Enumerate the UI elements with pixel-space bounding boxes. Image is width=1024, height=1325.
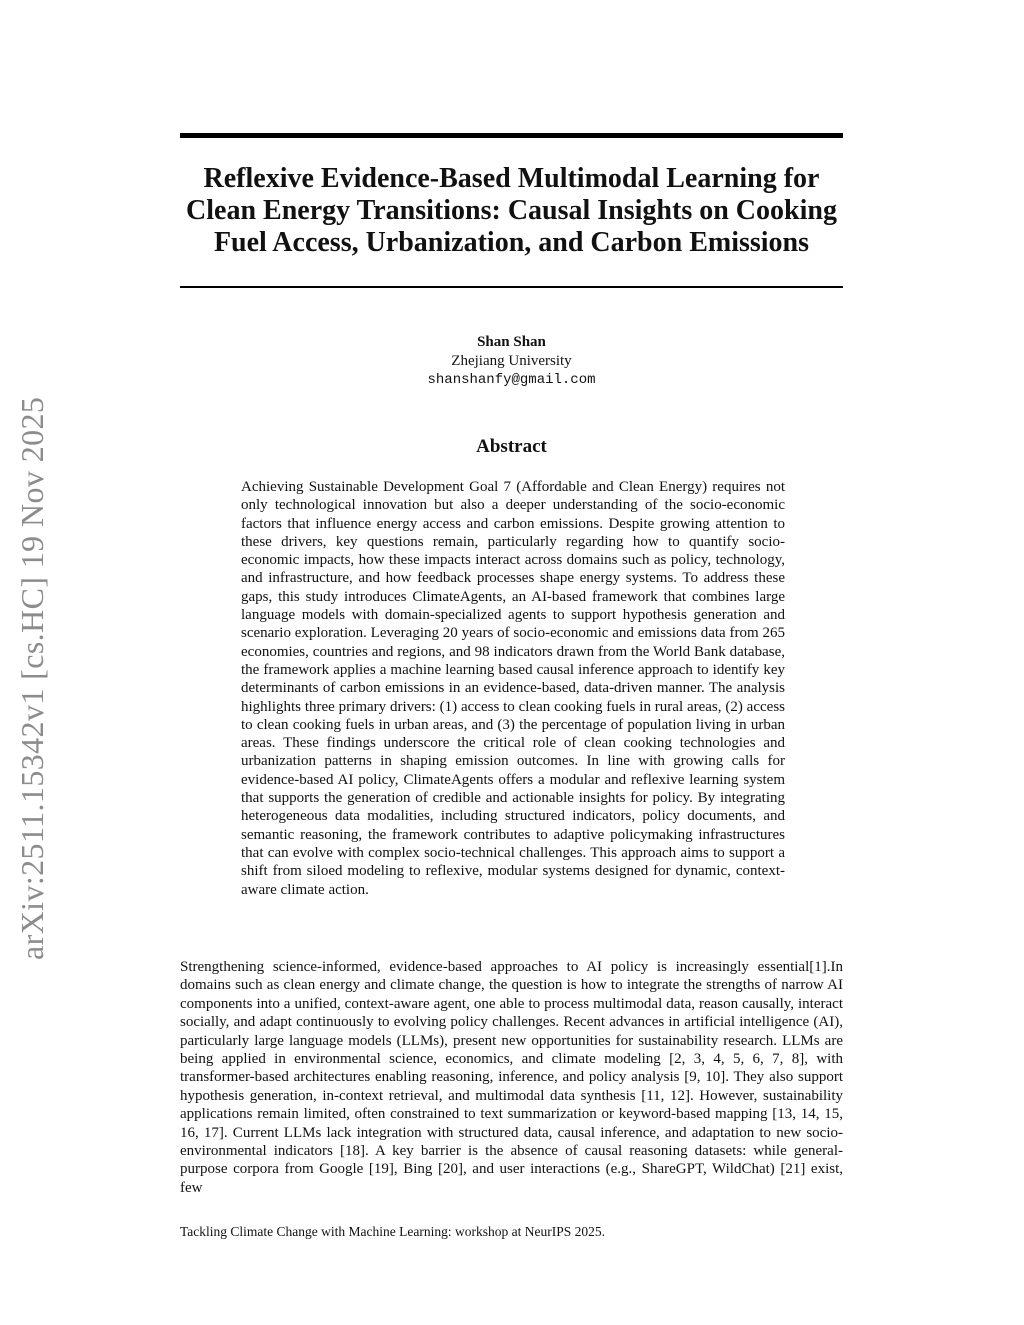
venue-footnote: Tackling Climate Change with Machine Learning: workshop at NeurIPS 2025. <box>180 1224 605 1239</box>
author-affiliation: Zhejiang University <box>451 353 572 369</box>
abstract-heading: Abstract <box>476 436 547 457</box>
author-name: Shan Shan <box>477 334 546 350</box>
title-line: Clean Energy Transitions: Causal Insights on Cooking <box>186 195 837 226</box>
introduction-paragraph: Strengthening science-informed, evidence-based approaches to AI policy is increasingly essential[1].In domains such as clean energy and climate change, the question is how to integrate the strengths of narrow AI components into a unified, context-aware agent, one able to process multimodal data, reason causally, interact socially, and adapt continuously to evolving policy challenges. Recent advances in artificial intelligence (AI), particularly large language models (LLMs), present new opportunities for sustainability research. LLMs are being applied in environmental science, economics, and climate modeling [2, 3, 4, 5, 6, 7, 8], with transformer-based architectures enabling reasoning, inference, and policy analysis [9, 10]. They also support hypothesis generation, in-context retrieval, and multimodal data synthesis [11, 12]. However, sustainability applications remain limited, often constrained to text summarization or keyword-based mapping [13, 14, 15, 16, 17]. Current LLMs lack integration with structured data, causal inference, and adaptation to new socio-environmental indicators [18]. A key barrier is the absence of causal reasoning datasets: while general-purpose corpora from Google [19], Bing [20], and user interactions (e.g., ShareGPT, WildChat) [21] exist, few <box>180 959 843 1196</box>
title-line: Reflexive Evidence-Based Multimodal Learning for <box>203 163 820 194</box>
author-email: shanshanfy@gmail.com <box>427 372 596 388</box>
abstract-text: Achieving Sustainable Development Goal 7 (Affordable and Clean Energy) requires not only technological innovation but also a deeper understanding of the socio-economic factors that influence energy access and carbon emissions. Despite growing attention to these drivers, key questions remain, particularly regarding how to quantify socio-economic impacts, how these impacts interact across domains such as policy, technology, and infrastructure, and how feedback processes shape energy systems. To address these gaps, this study introduces ClimateAgents, an AI-based framework that combines large language models with domain-specialized agents to support hypothesis generation and scenario exploration. Leveraging 20 years of socio-economic and emissions data from 265 economies, countries and regions, and 98 indicators drawn from the World Bank database, the framework applies a machine learning based causal inference approach to identify key determinants of carbon emissions in an evidence-based, data-driven manner. The analysis highlights three primary drivers: (1) access to clean cooking fuels in rural areas, (2) access to clean cooking fuels in urban areas, and (3) the percentage of population living in urban areas. These findings underscore the critical role of clean cooking technologies and urbanization patterns in shaping emission outcomes. In line with growing calls for evidence-based AI policy, ClimateAgents offers a modular and reflexive learning system that supports the generation of credible and actionable insights for policy. By integrating heterogeneous data modalities, including structured indicators, policy documents, and semantic reasoning, the framework contributes to adaptive policymaking infrastructures that can evolve with complex socio-technical challenges. This approach aims to support a shift from siloed modeling to reflexive, modular systems designed for dynamic, context-aware climate action. <box>241 479 785 898</box>
author-block <box>180 333 843 390</box>
title-top-rule <box>180 133 843 138</box>
paper-title <box>180 163 843 259</box>
title-line: Fuel Access, Urbanization, and Carbon Emissions <box>213 227 810 258</box>
title-bottom-rule <box>180 286 843 288</box>
arxiv-side-stamp: arXiv:2511.15342v1 [cs.HC] 19 Nov 2025 <box>14 396 50 960</box>
